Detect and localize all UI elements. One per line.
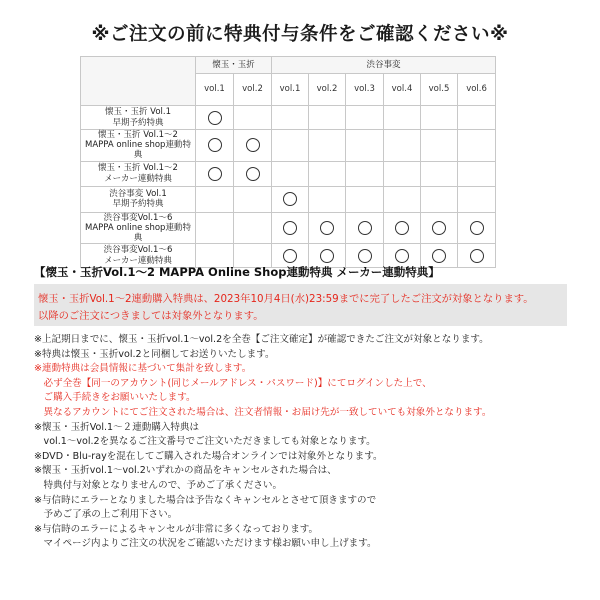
note-line: 予めご了承の上ご利用下さい。 (34, 509, 178, 521)
circle-mark-icon (432, 221, 446, 235)
row-label-title: 渋谷事変 Vol.1 (109, 188, 167, 199)
table-cell (196, 161, 234, 186)
column-header: vol.5 (421, 74, 458, 106)
row-label-title: 渋谷事変Vol.1～6 (103, 212, 173, 223)
corner-cell (81, 57, 196, 106)
table-cell (384, 130, 421, 162)
table-cell (309, 212, 346, 244)
table-cell (196, 186, 234, 212)
row-label (81, 186, 196, 212)
deadline-alert-box (34, 284, 567, 326)
row-label (81, 212, 196, 244)
circle-mark-icon (395, 221, 409, 235)
circle-mark-icon (283, 192, 297, 206)
row-label-subtitle: メーカー連動特典 (104, 255, 172, 266)
table-cell (272, 161, 309, 186)
bonus-conditions-table (80, 56, 496, 268)
table-cell (234, 130, 272, 162)
table-cell (272, 106, 309, 130)
table-cell (458, 244, 496, 268)
column-header: vol.6 (458, 74, 496, 106)
note-line: ご購入手続きをお願いいたします。 (34, 392, 196, 404)
circle-mark-icon (320, 249, 334, 263)
row-label (81, 161, 196, 186)
table-cell (309, 106, 346, 130)
circle-mark-icon (208, 138, 222, 152)
table-cell (309, 186, 346, 212)
circle-mark-icon (208, 167, 222, 181)
table-cell (458, 130, 496, 162)
table-cell (234, 106, 272, 130)
note-line: 必ず全巻【同一のアカウント(同じメールアドレス・パスワード)】にてログインした上で、 (34, 377, 432, 389)
table-cell (384, 106, 421, 130)
note-line: 異なるアカウントにてご注文された場合は、注文者情報・お届け先が一致していても対象外となります。 (34, 406, 492, 418)
table-cell (421, 212, 458, 244)
row-label-subtitle: メーカー連動特典 (104, 173, 172, 184)
note-line: ※上記期日までに、懐玉・玉折vol.1～vol.2を全巻【ご注文確定】が確認できたご注文が対象となります。 (34, 334, 489, 345)
circle-mark-icon (208, 111, 222, 125)
table-cell (384, 161, 421, 186)
circle-mark-icon (470, 249, 484, 263)
table-cell (458, 106, 496, 130)
note-line: 特典付与対象となりませんので、予めご了承ください。 (34, 479, 283, 491)
table-cell (196, 130, 234, 162)
table-cell (272, 212, 309, 244)
table-cell (309, 161, 346, 186)
table-cell (272, 186, 309, 212)
row-label-subtitle: MAPPA online shop連動特典 (85, 140, 191, 161)
note-line: ※与信時のエラーによるキャンセルが非常に多くなっております。 (34, 523, 319, 535)
table-cell (458, 212, 496, 244)
column-header: vol.4 (384, 74, 421, 106)
table-cell (421, 161, 458, 186)
column-header: vol.2 (309, 74, 346, 106)
table-cell (458, 186, 496, 212)
page-title: ※ご注文の前に特典付与条件をご確認ください※ (91, 24, 509, 45)
circle-mark-icon (283, 221, 297, 235)
table-cell (346, 106, 384, 130)
note-line: ※与信時にエラーとなりました場合は予告なくキャンセルとさせて頂きますので (34, 494, 377, 506)
table-cell (346, 130, 384, 162)
note-line: ※特典は懐玉・玉折vol.2と同梱してお送りいたします。 (34, 348, 275, 360)
row-label (81, 106, 196, 130)
circle-mark-icon (358, 249, 372, 263)
table-cell (421, 186, 458, 212)
table-cell (384, 212, 421, 244)
table-row (81, 212, 496, 244)
table-cell (458, 161, 496, 186)
table-cell (234, 212, 272, 244)
note-line: ※連動特典は会員情報に基づいて集計を致します。 (34, 363, 252, 375)
circle-mark-icon (358, 221, 372, 235)
note-line: vol.1～vol.2を異なるご注文番号でご注文いただきましても対象となります。 (34, 436, 376, 448)
group-header-shibuya: 渋谷事変 (272, 57, 496, 74)
note-line: ※DVD・Blu-rayを混在してご購入された場合オンラインでは対象外となります。 (34, 450, 383, 462)
note-line: マイページ内よりご注文の状況をご確認いただけます様お願い申し上げます。 (34, 538, 377, 550)
note-line: ※懐玉・玉折Vol.1～２連動購入特典は (34, 421, 200, 433)
row-label (81, 130, 196, 162)
table-cell (234, 186, 272, 212)
column-header: vol.1 (196, 74, 234, 106)
table-cell (196, 212, 234, 244)
circle-mark-icon (283, 249, 297, 263)
alert-line: 以降のご注文につきましては対象外となります。 (38, 310, 264, 322)
column-header: vol.3 (346, 74, 384, 106)
table-cell (309, 130, 346, 162)
notes-list (34, 333, 574, 552)
note-line: ※懐玉・玉折vol.1～vol.2いずれかの商品をキャンセルされた場合は、 (34, 465, 337, 477)
alert-line: 懐玉・玉折Vol.1～2連動購入特典は、2023年10月4日(水)23:59までに完了したご注文が対象となります。 (38, 293, 534, 305)
row-label-title: 懐玉・玉折 Vol.1 (104, 107, 172, 118)
circle-mark-icon (470, 221, 484, 235)
circle-mark-icon (432, 249, 446, 263)
row-label-title: 懐玉・玉折 Vol.1～2 (98, 130, 178, 140)
table-row (81, 161, 496, 186)
table-cell (234, 161, 272, 186)
circle-mark-icon (246, 138, 260, 152)
table-cell (346, 212, 384, 244)
row-label-subtitle: MAPPA online shop連動特典 (85, 222, 191, 243)
table-row (81, 186, 496, 212)
table-cell (384, 186, 421, 212)
row-label-subtitle: 早期予約特典 (112, 117, 164, 128)
section-heading: 【懐玉・玉折Vol.1～2 MAPPA Online Shop連動特典 メーカー連動特典】 (34, 265, 440, 279)
table-row (81, 106, 496, 130)
table-cell (421, 106, 458, 130)
column-header: vol.2 (234, 74, 272, 106)
group-header-kaigyoku: 懐玉・玉折 (196, 57, 272, 74)
circle-mark-icon (246, 167, 260, 181)
row-label-title: 懐玉・玉折 Vol.1～2 (98, 163, 178, 174)
table-cell (272, 130, 309, 162)
circle-mark-icon (395, 249, 409, 263)
circle-mark-icon (320, 221, 334, 235)
column-header: vol.1 (272, 74, 309, 106)
table-row (81, 130, 496, 162)
table-cell (196, 106, 234, 130)
table-cell (421, 130, 458, 162)
table-cell (346, 186, 384, 212)
row-label-title: 渋谷事変Vol.1～6 (103, 245, 173, 256)
table-cell (346, 161, 384, 186)
row-label-subtitle: 早期予約特典 (112, 199, 164, 210)
